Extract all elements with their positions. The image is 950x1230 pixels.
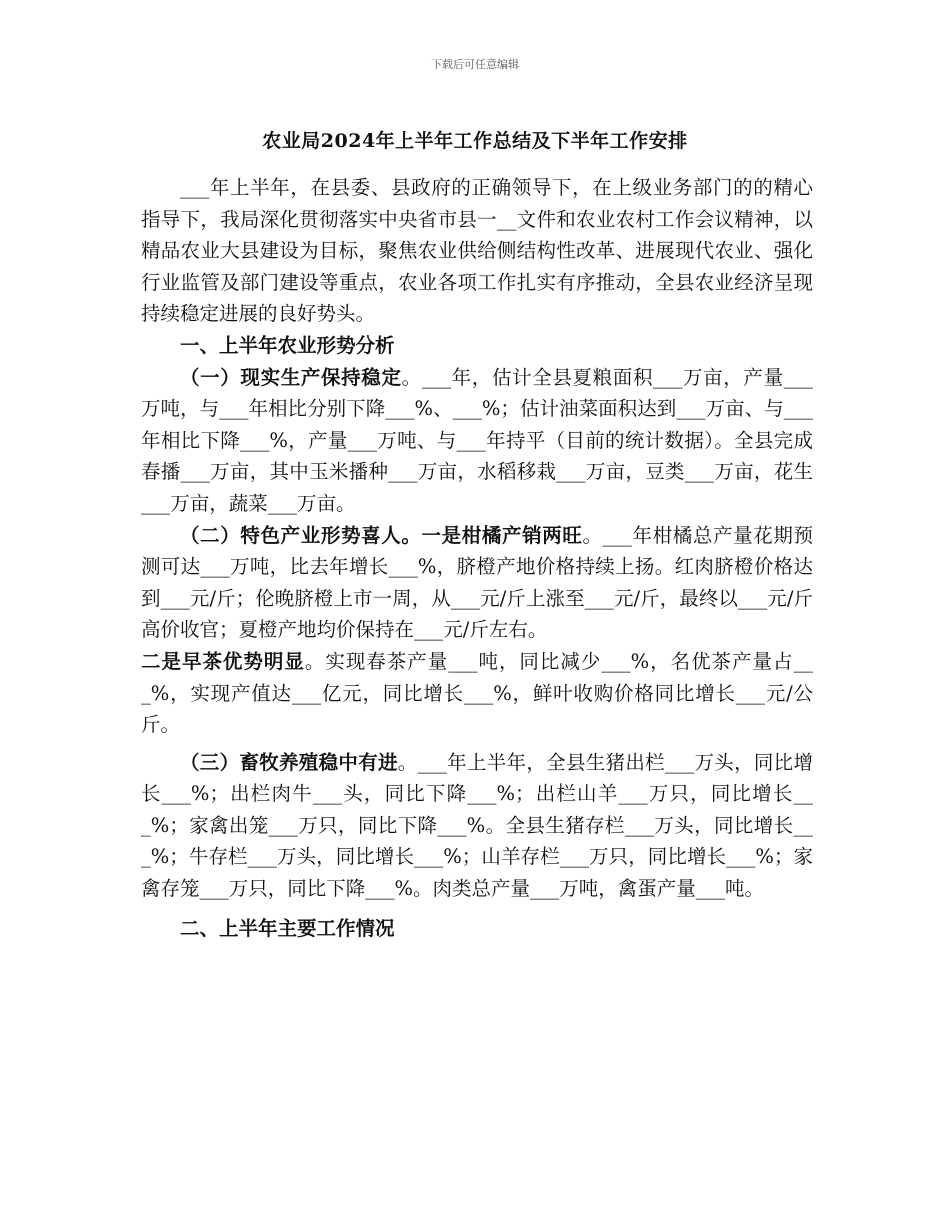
paragraph-lead: （三）畜牧养殖稳中有进 (180, 750, 398, 774)
section-heading-2: 二、上半年主要工作情况 (180, 916, 395, 940)
spacer (141, 905, 813, 913)
paragraph-livestock (141, 747, 813, 905)
section-heading-1: 一、上半年农业形势分析 (180, 333, 395, 357)
paragraph-text: 。实现春茶产量___吨，同比减少___%，名优茶产量占___%，实现产值达___亿元，同比增长___%，鲜叶收购价格同比增长___元/公斤。 (141, 649, 813, 737)
paragraph-lead: 二是早茶优势明显 (141, 649, 305, 673)
header-note: 下载后可任意编辑 (431, 58, 519, 71)
paragraph-lead: （一）现实生产保持稳定 (180, 365, 402, 389)
document-title: 农业局2024年上半年工作总结及下半年工作安排 (262, 130, 688, 152)
intro-paragraph: ___年上半年，在县委、县政府的正确领导下，在上级业务部门的的精心指导下，我局深化贯彻落实中央省市县一__文件和农业农村工作会议精神，以精品农业大县建设为目标，聚焦农业供给侧结构性改革、进展现代农业、强化行业监管及部门建设等重点，农业各项工作扎实有序推动，全县农业经济呈现持续稳定进展的良好势头。 (141, 176, 813, 326)
paragraph-text: 。___年上半年，全县生猪出栏___万头，同比增长___%；出栏肉牛___头，同比下降___%；出栏山羊___万只，同比增长___%；家禽出笼___万只，同比下降___%。全县生猪存栏___万头，同比增长___%；牛存栏___万头，同比增长___%；山羊存栏___万只，同比增长___%；家禽存笼___万只，同比下降___%。肉类总产量___万吨，禽蛋产量___吨。 (141, 750, 813, 901)
paragraph-citrus (141, 520, 813, 646)
paragraph-tea (141, 646, 813, 741)
paragraph-text: 。___年柑橘总产量花期预测可达___万吨，比去年增长___%，脐橙产地价格持续上扬。红肉脐橙价格达到___元/斤；伦晚脐橙上市一周，从___元/斤上涨至___元/斤，最终以___元/斤高价收官；夏橙产地均价保持在___元/斤左右。 (141, 523, 813, 642)
document-body (141, 172, 813, 944)
paragraph-text: 。___年，估计全县夏粮面积___万亩，产量___万吨，与___年相比分别下降___%、___%；估计油菜面积达到___万亩、与___年相比下降___%，产量___万吨、与___年持平（目前的统计数据）。全县完成春播___万亩，其中玉米播种___万亩，水稻移栽___万亩，豆类___万亩，花生___万亩，蔬菜___万亩。 (141, 365, 813, 515)
paragraph-lead: （二）特色产业形势喜人。一是柑橘产销两旺 (180, 523, 583, 547)
paragraph-production (141, 362, 813, 520)
